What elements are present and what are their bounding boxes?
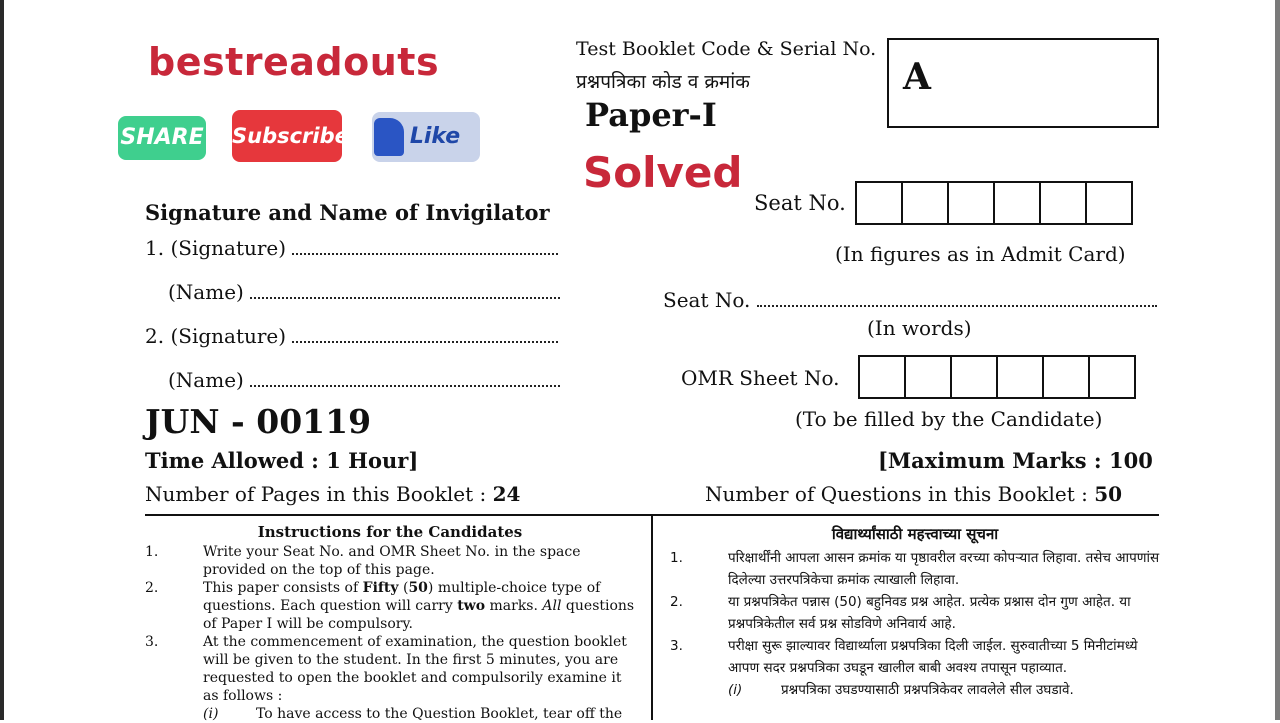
instruction-item bbox=[670, 635, 1160, 679]
item-number: 2. bbox=[670, 594, 683, 610]
subitem-text: प्रश्नपत्रिका उघडण्यासाठी प्रश्नपत्रिकेवर लावलेले सील उघडावे. bbox=[781, 682, 1074, 698]
omr-sheet-label: OMR Sheet No. bbox=[681, 366, 840, 390]
share-badge[interactable]: SHARE bbox=[118, 116, 206, 160]
item-text: या प्रश्नपत्रिकेत पन्नास (50) बहुनिवड प्रश्न आहेत. प्रत्येक प्रश्नास दोन गुण आहेत. या प्रश्नपत्रिकेतील सर्व प्रश्न सोडविणे अनिवार्य आहे. bbox=[728, 594, 1131, 632]
name-label: (Name) bbox=[168, 280, 244, 304]
name-label: (Name) bbox=[168, 368, 244, 392]
digit-box[interactable] bbox=[1085, 181, 1133, 225]
item-text: This paper consists of Fifty (50) multiple-choice type of questions. Each question will carry two marks. All questions of Paper I will be compulsory. bbox=[203, 580, 635, 632]
questions-label: Number of Questions in this Booklet : bbox=[705, 482, 1095, 506]
questions-count bbox=[705, 482, 1122, 506]
dotted-line bbox=[292, 237, 558, 255]
booklet-code-label-marathi: प्रश्नपत्रिका कोड व क्रमांक bbox=[576, 71, 750, 93]
digit-box[interactable] bbox=[1042, 355, 1090, 399]
omr-note: (To be filled by the Candidate) bbox=[795, 407, 1103, 431]
instruction-item bbox=[145, 633, 635, 705]
digit-box[interactable] bbox=[950, 355, 998, 399]
name-line-2 bbox=[168, 368, 560, 392]
omr-sheet-boxes[interactable] bbox=[860, 355, 1136, 399]
seat-no-boxes[interactable] bbox=[857, 181, 1133, 225]
item-number: 1. bbox=[670, 550, 683, 566]
dotted-line[interactable] bbox=[757, 289, 1157, 307]
left-page-edge bbox=[0, 0, 4, 720]
dotted-line bbox=[292, 325, 558, 343]
subitem-number: (i) bbox=[728, 682, 743, 698]
instructions-marathi bbox=[670, 523, 1160, 701]
item-number: 2. bbox=[145, 580, 159, 596]
solved-label: Solved bbox=[583, 148, 743, 197]
instruction-item bbox=[145, 579, 635, 633]
seat-words-line bbox=[663, 288, 1157, 312]
subitem-number: (i) bbox=[203, 706, 219, 722]
instruction-subitem bbox=[203, 705, 635, 723]
item-number: 3. bbox=[670, 638, 683, 654]
digit-box[interactable] bbox=[947, 181, 995, 225]
instructions-english bbox=[145, 523, 635, 723]
instruction-item bbox=[670, 591, 1160, 635]
seat-words-note: (In words) bbox=[867, 316, 972, 340]
signature-line-1 bbox=[145, 236, 558, 260]
exam-code: JUN - 00119 bbox=[145, 402, 372, 441]
dotted-line bbox=[250, 369, 560, 387]
seat-no-label: Seat No. bbox=[754, 191, 846, 215]
questions-value: 50 bbox=[1094, 482, 1123, 506]
seat-figures-note: (In figures as in Admit Card) bbox=[835, 242, 1126, 266]
item-text: At the commencement of examination, the question booklet will be given to the student. In the first 5 minutes, you are requested to open the booklet and compulsorily examine it as follows : bbox=[203, 634, 627, 704]
booklet-code-label: Test Booklet Code & Serial No. bbox=[576, 38, 877, 60]
digit-box[interactable] bbox=[901, 181, 949, 225]
item-text: परीक्षा सुरू झाल्यावर विद्यार्थ्याला प्रश्नपत्रिका दिली जाईल. सुरुवातीच्या 5 मिनीटांमध्ये आपण सदर प्रश्नपत्रिका उघडून खालील बाबी अवश्य तपासून पहाव्यात. bbox=[728, 638, 1138, 676]
booklet-code-value: A bbox=[903, 56, 931, 98]
signature-label: 2. (Signature) bbox=[145, 324, 287, 348]
instruction-item bbox=[145, 543, 635, 579]
item-text: परिक्षार्थींनी आपला आसन क्रमांक या पृष्ठावरील वरच्या कोपऱ्यात लिहावा. तसेच आपणांस दिलेल्या उत्तरपत्रिकेचा क्रमांक त्याखाली लिहावा. bbox=[728, 550, 1160, 588]
digit-box[interactable] bbox=[996, 355, 1044, 399]
time-allowed: Time Allowed : 1 Hour] bbox=[145, 448, 419, 473]
right-page-edge bbox=[1275, 0, 1280, 720]
digit-box[interactable] bbox=[993, 181, 1041, 225]
seat-words-label: Seat No. bbox=[663, 288, 751, 312]
digit-box[interactable] bbox=[858, 355, 906, 399]
signature-label: 1. (Signature) bbox=[145, 236, 287, 260]
instruction-subitem bbox=[728, 679, 1160, 701]
digit-box[interactable] bbox=[1039, 181, 1087, 225]
maximum-marks: [Maximum Marks : 100 bbox=[878, 448, 1153, 473]
invigilator-heading: Signature and Name of Invigilator bbox=[145, 200, 550, 225]
pages-label: Number of Pages in this Booklet : bbox=[145, 482, 493, 506]
dotted-line bbox=[250, 281, 560, 299]
pages-count bbox=[145, 482, 520, 506]
item-number: 3. bbox=[145, 634, 159, 650]
name-line-1 bbox=[168, 280, 560, 304]
digit-box[interactable] bbox=[1088, 355, 1136, 399]
thumbs-up-icon bbox=[374, 118, 404, 156]
item-text: Write your Seat No. and OMR Sheet No. in the space provided on the top of this page. bbox=[203, 544, 581, 578]
divider-vertical bbox=[651, 516, 653, 720]
pages-value: 24 bbox=[492, 482, 521, 506]
paper-title: Paper-I bbox=[585, 96, 717, 134]
instructions-title-marathi: विद्यार्थ्यांसाठी महत्त्वाच्या सूचना bbox=[831, 525, 999, 543]
subitem-text: To have access to the Question Booklet, tear off the bbox=[256, 706, 623, 722]
item-number: 1. bbox=[145, 544, 159, 560]
channel-watermark: bestreadouts bbox=[148, 40, 440, 84]
instruction-item bbox=[670, 547, 1160, 591]
digit-box[interactable] bbox=[855, 181, 903, 225]
digit-box[interactable] bbox=[904, 355, 952, 399]
subscribe-badge[interactable]: Subscribe bbox=[232, 110, 342, 162]
signature-line-2 bbox=[145, 324, 558, 348]
like-badge[interactable]: Like bbox=[372, 112, 480, 162]
instructions-title: Instructions for the Candidates bbox=[257, 523, 523, 541]
